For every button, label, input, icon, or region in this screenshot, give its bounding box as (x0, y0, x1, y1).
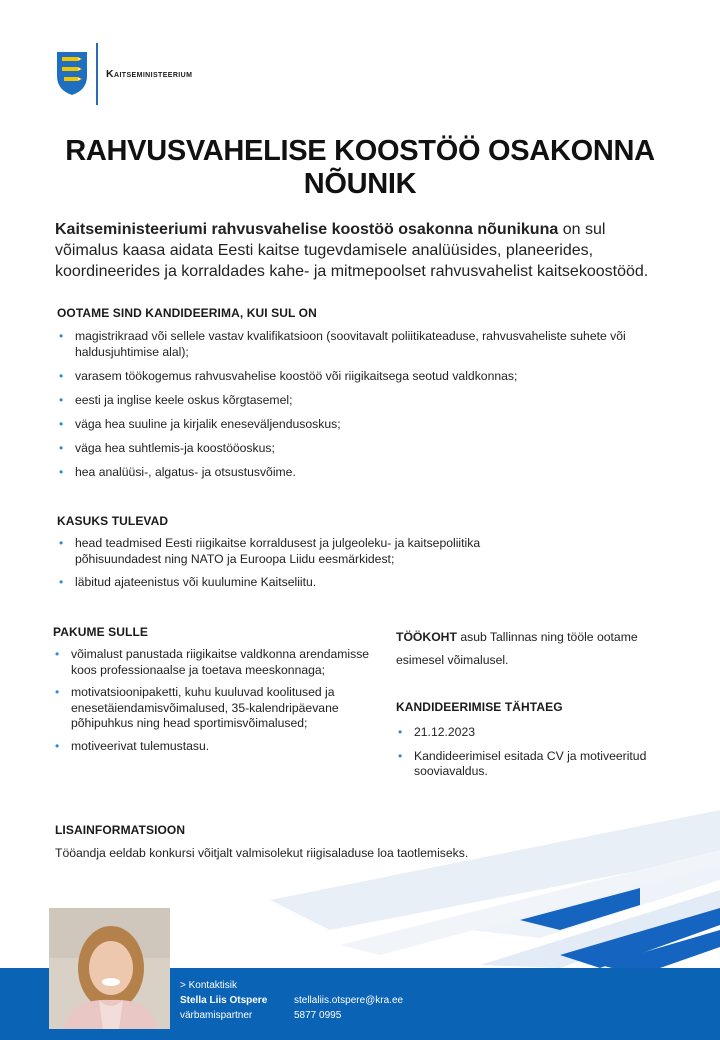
offer-heading: PAKUME SULLE (53, 625, 148, 639)
list-item: • Kandideerimisel esitada CV ja motiveeritud sooviavaldus. (396, 749, 671, 780)
bonus-heading: KASUKS TULEVAD (57, 514, 169, 528)
intro-bold: Kaitseministeeriumi rahvusvahelise koostöö osakonna nõunikuna (55, 221, 559, 238)
location-label: TÖÖKOHT (396, 630, 457, 644)
page-title (30, 135, 690, 201)
bonus-list (57, 536, 527, 599)
deadline-list (396, 725, 671, 788)
list-item: • head teadmised Eesti riigikaitse korraldusest ja julgeoleku- ja kaitsepoliitika põhisuundadest ning NATO ja Euroopa Liidu eesmärkidest; (57, 536, 527, 567)
extra-heading: LISAINFORMATSIOON (55, 823, 186, 837)
list-item: • hea analüüsi-, algatus- ja otsustusvõime. (57, 465, 627, 481)
title-line-1: RAHVUSVAHELISE KOOSTÖÖ OSAKONNA (65, 135, 655, 167)
estonian-coat-of-arms-logo (55, 50, 89, 96)
list-item: • magistrikraad või sellele vastav kvalifikatsioon (soovitavalt poliitikateaduse, rahvusvaheliste suhete või haldusjuhtimise alal); (57, 329, 627, 360)
list-item: • motivatsioonipaketti, kuhu kuuluvad koolitused ja enesetäiendamisvõimalused, 35-kalendripäevane põhipuhkus ning head sportimisvõimalused; (53, 685, 375, 732)
list-item: • väga hea suhtlemis-ja koostööoskus; (57, 441, 627, 457)
title-line-2: NÕUNIK (303, 168, 417, 200)
logo-divider (96, 43, 98, 105)
list-item: • võimalust panustada riigikaitse valdkonna arendamisse koos professionaalse ja toetava meeskonnaga; (53, 647, 375, 678)
deadline-heading: KANDIDEERIMISE TÄHTAEG (396, 700, 563, 714)
list-item: • motiveerivat tulemustasu. (53, 739, 375, 755)
list-item: • väga hea suuline ja kirjalik eneseväljendusoskus; (57, 417, 627, 433)
requirements-heading: OOTAME SIND KANDIDEERIMA, KUI SUL ON (57, 306, 317, 320)
person-portrait-icon (49, 908, 170, 1029)
contact-phone[interactable]: 5877 0995 (294, 1010, 342, 1021)
deadline-date: • 21.12.2023 (396, 725, 671, 741)
organization-name: Kaitseministeerium (106, 68, 193, 80)
location-text (396, 626, 676, 672)
location-detail: asub Tallinnas ning tööle ootame esimesel võimalusel. (396, 630, 638, 667)
offer-list (53, 647, 375, 761)
intro-paragraph (55, 219, 665, 282)
contact-email[interactable]: stellaliis.otspere@kra.ee (294, 995, 404, 1006)
intro-text: on sul võimalus kaasa aidata Eesti kaitse tugevdamisele analüüsides, planeerides, koordineerides ja korraldades kahe- ja mitmepoolset rahvusvahelist kaitsekoostööd. (55, 221, 649, 280)
contact-role: värbamispartner (180, 1010, 253, 1021)
contact-block (180, 978, 267, 1023)
requirements-list (57, 329, 627, 489)
contact-label: > Kontaktisik (180, 980, 237, 991)
extra-text: Tööandja eeldab konkursi võitjalt valmisolekut riigisaladuse loa taotlemiseks. (55, 846, 469, 860)
list-item: • läbitud ajateenistus või kuulumine Kaitseliitu. (57, 575, 527, 591)
contact-photo (49, 908, 170, 1029)
list-item: • varasem töökogemus rahvusvahelise koostöö või riigikaitsega seotud valdkonnas; (57, 369, 627, 385)
list-item: • eesti ja inglise keele oskus kõrgtasemel; (57, 393, 627, 409)
contact-name: Stella Liis Otspere (180, 995, 268, 1006)
contact-details (294, 993, 403, 1023)
